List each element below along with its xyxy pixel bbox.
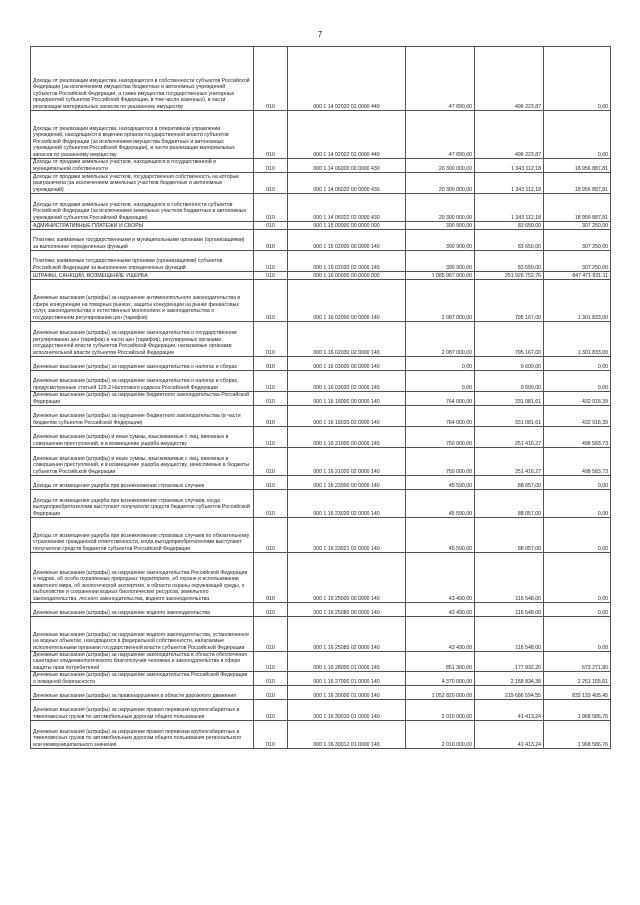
row-approved-cell: 43 490,00 [406, 617, 475, 652]
row-name-cell: Денежные взыскания (штрафы) за нарушение законодательства о государственном регулировании цен (тарифов) в части цен (тарифов), регулируемых органами государственной власти субъектов Российской Федерации, налагаемые органами исполнительной власти субъектов Российской Федерации [31, 322, 254, 357]
row-kbk-cell: 000 1 16 28000 01 0000 140 [288, 652, 406, 672]
row-kbk-cell: 000 1 14 02022 02 0000 440 [288, 111, 406, 159]
table-row [31, 406, 611, 427]
row-kbk-cell: 000 1 16 30010 01 0000 140 [288, 700, 406, 721]
row-name-cell: Денежные взыскания (штрафы) и иные суммы, взыскиваемые с лиц, виновных в совершении преступлений, и в возмещение ущерба имуществу [31, 427, 254, 448]
table-row [31, 603, 611, 617]
row-name-cell: Денежные взыскания (штрафы) за нарушение правил перевозки крупногабаритных и тяжеловесных грузов по автомобильным дорогам общего пользования [31, 700, 254, 721]
table-row [31, 427, 611, 448]
row-remainder-cell: 1 968 586,76 [544, 700, 611, 721]
row-remainder-cell: 0,00 [544, 47, 611, 111]
row-code-cell: 010 [254, 230, 288, 251]
row-executed-cell: 331 081,61 [475, 392, 544, 406]
row-code-cell: 010 [254, 280, 288, 322]
row-kbk-cell: 000 1 16 23020 02 0000 140 [288, 490, 406, 518]
row-executed-cell: 116 548,00 [475, 553, 544, 603]
row-remainder-cell: 0,00 [544, 476, 611, 490]
row-approved-cell: 851 300,00 [406, 652, 475, 672]
row-remainder-cell: 0,00 [544, 617, 611, 652]
row-code-cell: 010 [254, 448, 288, 476]
row-name-cell: Денежные взыскания (штрафы) за нарушение бюджетного законодательства Российской Федерации [31, 392, 254, 406]
row-kbk-cell: 000 1 15 02000 00 0000 140 [288, 230, 406, 251]
table-row [31, 222, 611, 230]
row-code-cell: 010 [254, 490, 288, 518]
row-approved-cell: 4 370 000,00 [406, 672, 475, 686]
table-row [31, 173, 611, 194]
row-code-cell: 010 [254, 47, 288, 111]
row-approved-cell: 390 900,00 [406, 222, 475, 230]
row-kbk-cell: 000 1 16 30012 01 0000 140 [288, 721, 406, 749]
row-remainder-cell: 0,00 [544, 490, 611, 518]
row-executed-cell: 177 832,20 [475, 652, 544, 672]
row-executed-cell: 88 057,00 [475, 518, 544, 553]
row-executed-cell: 251 926 752,76 [475, 272, 544, 280]
row-remainder-cell: 18 956 887,81 [544, 173, 611, 194]
row-kbk-cell: 000 1 16 21000 00 0000 140 [288, 427, 406, 448]
table-row [31, 617, 611, 652]
row-remainder-cell: 498 583,73 [544, 448, 611, 476]
row-approved-cell: 390 900,00 [406, 251, 475, 272]
row-approved-cell: 750 000,00 [406, 427, 475, 448]
row-remainder-cell: 307 250,00 [544, 222, 611, 230]
row-code-cell: 010 [254, 476, 288, 490]
row-code-cell: 010 [254, 173, 288, 194]
row-name-cell: Доходы от реализации имущества, находящегося в собственности субъектов Российской Федерации (за исключением имущества бюджетных и автономных учреждений субъектов Российской Федерации, а также имущества государственных унитарных предприятий субъектов Российской Федерации, в том числе казенных), в части реализации материальных запасов по указанному имуществу [31, 47, 254, 111]
row-code-cell: 010 [254, 672, 288, 686]
row-code-cell: 010 [254, 518, 288, 553]
row-code-cell: 010 [254, 371, 288, 392]
row-approved-cell: 45 590,00 [406, 490, 475, 518]
row-executed-cell: 9 600,00 [475, 357, 544, 371]
row-name-cell: ШТРАФЫ, САНКЦИИ, ВОЗМЕЩЕНИЕ УЩЕРБА [31, 272, 254, 280]
table-row [31, 371, 611, 392]
row-approved-cell: 43 490,00 [406, 553, 475, 603]
row-executed-cell: 2 158 834,38 [475, 672, 544, 686]
row-remainder-cell: 1 301 833,00 [544, 280, 611, 322]
row-remainder-cell: 307 250,00 [544, 251, 611, 272]
row-name-cell: Денежные взыскания (штрафы) за нарушение правил перевозки крупногабаритных и тяжеловесных грузов по автомобильным дорогам общего пользования регионального или межмуниципального значения [31, 721, 254, 749]
row-remainder-cell: 432 918,39 [544, 406, 611, 427]
row-kbk-cell: 000 1 16 02030 02 0000 140 [288, 322, 406, 357]
row-remainder-cell: 1 968 586,76 [544, 721, 611, 749]
row-name-cell: Доходы от возмещения ущерба при возникновении страховых случаев [31, 476, 254, 490]
row-kbk-cell: 000 1 15 02020 02 0000 140 [288, 251, 406, 272]
row-code-cell: 010 [254, 700, 288, 721]
revenue-table [30, 46, 611, 749]
row-remainder-cell: 0,00 [544, 357, 611, 371]
table-row [31, 322, 611, 357]
row-code-cell: 010 [254, 721, 288, 749]
row-name-cell: Доходы от возмещения ущерба при возникновении страховых случаев по обязательному страхованию гражданской ответственности, когда выгодоприобретателями выступают получатели средств бюджетов субъектов Российской Федерации [31, 518, 254, 553]
row-code-cell: 010 [254, 603, 288, 617]
row-approved-cell: 2 087 000,00 [406, 280, 475, 322]
row-code-cell: 010 [254, 111, 288, 159]
row-name-cell: Денежные взыскания (штрафы) за нарушение законодательства Российской Федерации о недрах, об особо охраняемых природных территориях, об охране и использовании животного мира, об экологической экспертизе, в области охраны окружающей среды, о рыболовстве и сохранении водных биологических ресурсов, земельного законодательства, лесного законодательства, водного законодательства [31, 553, 254, 603]
row-approved-cell: 0,00 [406, 357, 475, 371]
row-executed-cell: 116 548,00 [475, 603, 544, 617]
row-approved-cell: 47 890,00 [406, 47, 475, 111]
row-name-cell: Денежные взыскания (штрафы) за нарушение водного законодательства, установленное на водных объектах, находящихся в федеральной собственности, налагаемые исполнительными органами государственной власти субъектов Российской Федерации [31, 617, 254, 652]
row-kbk-cell: 000 1 16 23021 02 0000 140 [288, 518, 406, 553]
row-approved-cell: 20 300 000,00 [406, 159, 475, 173]
table-row [31, 448, 611, 476]
row-kbk-cell: 000 1 16 18000 00 0000 140 [288, 392, 406, 406]
table-row [31, 230, 611, 251]
row-executed-cell: 41 413,24 [475, 700, 544, 721]
row-code-cell: 010 [254, 159, 288, 173]
row-kbk-cell: 000 1 16 25085 02 0000 140 [288, 617, 406, 652]
row-code-cell: 010 [254, 686, 288, 700]
row-remainder-cell: 307 250,00 [544, 230, 611, 251]
row-name-cell: Доходы от возмещения ущерба при возникновении страховых случаев, когда выгодоприобретателями выступают получатели средств бюджетов субъектов Российской Федерации [31, 490, 254, 518]
row-executed-cell: 116 548,00 [475, 617, 544, 652]
row-approved-cell: 45 590,00 [406, 476, 475, 490]
table-row [31, 518, 611, 553]
revenue-table-body [31, 47, 611, 749]
row-executed-cell: 496 223,87 [475, 47, 544, 111]
row-code-cell: 010 [254, 272, 288, 280]
row-remainder-cell: 2 251 165,61 [544, 672, 611, 686]
row-name-cell: АДМИНИСТРАТИВНЫЕ ПЛАТЕЖИ И СБОРЫ [31, 222, 254, 230]
table-row [31, 721, 611, 749]
row-code-cell: 010 [254, 652, 288, 672]
row-executed-cell: 9 600,00 [475, 371, 544, 392]
row-name-cell: Денежные взыскания (штрафы) за правонарушения в области дорожного движения [31, 686, 254, 700]
row-remainder-cell: 498 583,73 [544, 427, 611, 448]
row-kbk-cell: 000 1 14 06020 00 0000 430 [288, 173, 406, 194]
row-kbk-cell: 000 1 16 18020 02 0000 140 [288, 406, 406, 427]
row-approved-cell: 764 000,00 [406, 392, 475, 406]
row-kbk-cell: 000 1 15 00000 00 0000 000 [288, 222, 406, 230]
table-row [31, 47, 611, 111]
table-row [31, 700, 611, 721]
row-approved-cell: 43 490,00 [406, 603, 475, 617]
row-code-cell: 010 [254, 553, 288, 603]
row-approved-cell: 390 900,00 [406, 230, 475, 251]
row-executed-cell: 219 686 594,55 [475, 686, 544, 700]
row-executed-cell: 496 223,87 [475, 111, 544, 159]
row-approved-cell: 45 590,00 [406, 518, 475, 553]
row-approved-cell: 47 890,00 [406, 111, 475, 159]
page-number: 7 [317, 30, 323, 39]
row-name-cell: Платежи, взимаемые государственными органами (организациями) субъектов Российской Федерации за выполнение определенных функций [31, 251, 254, 272]
row-code-cell: 010 [254, 617, 288, 652]
row-executed-cell: 1 343 112,18 [475, 173, 544, 194]
row-code-cell: 010 [254, 392, 288, 406]
table-row [31, 392, 611, 406]
row-name-cell: Денежные взыскания (штрафы) за нарушение водного законодательства [31, 603, 254, 617]
row-name-cell: Доходы от реализации имущества, находящегося в оперативном управлении учреждений, находящихся в ведении органов государственной власти субъектов Российской Федерации (за исключением имущества бюджетных и автономных учреждений субъектов Российской Федерации), в части реализации материальных запасов по указанному имуществу [31, 111, 254, 159]
row-code-cell: 010 [254, 406, 288, 427]
table-row [31, 672, 611, 686]
row-kbk-cell: 000 1 16 21020 02 0000 140 [288, 448, 406, 476]
row-name-cell: Доходы от продажи земельных участков, находящихся в государственной и муниципальной собственности [31, 159, 254, 173]
row-approved-cell: 1 052 820 000,00 [406, 686, 475, 700]
row-remainder-cell: 18 956 887,81 [544, 159, 611, 173]
row-executed-cell: 795 167,00 [475, 280, 544, 322]
row-code-cell: 010 [254, 194, 288, 222]
row-executed-cell: 88 057,00 [475, 476, 544, 490]
row-executed-cell: 251 416,27 [475, 427, 544, 448]
row-approved-cell: 2 010 000,00 [406, 700, 475, 721]
row-kbk-cell: 000 1 14 06022 02 0000 430 [288, 194, 406, 222]
row-executed-cell: 41 413,24 [475, 721, 544, 749]
row-approved-cell: 2 010 000,00 [406, 721, 475, 749]
row-name-cell: Платежи, взимаемые государственными и муниципальными органами (организациями) за выполнение определенных функций [31, 230, 254, 251]
row-kbk-cell: 000 1 14 06000 00 0000 430 [288, 159, 406, 173]
row-code-cell: 010 [254, 222, 288, 230]
row-code-cell: 010 [254, 322, 288, 357]
row-name-cell: Денежные взыскания (штрафы) за нарушение законодательства о налогах и сборах, предусмотренные статьей 129.2 Налогового кодекса Российской Федерации [31, 371, 254, 392]
row-approved-cell: 2 087 000,00 [406, 322, 475, 357]
row-kbk-cell: 000 1 16 25000 00 0000 140 [288, 553, 406, 603]
table-row [31, 652, 611, 672]
row-executed-cell: 1 343 112,18 [475, 194, 544, 222]
row-code-cell: 010 [254, 357, 288, 371]
row-name-cell: Денежные взыскания (штрафы) за нарушение законодательства Российской Федерации о пожарной безопасности [31, 672, 254, 686]
row-executed-cell: 83 650,00 [475, 251, 544, 272]
table-row [31, 280, 611, 322]
table-row [31, 272, 611, 280]
row-executed-cell: 251 416,27 [475, 448, 544, 476]
row-remainder-cell: 0,00 [544, 111, 611, 159]
table-row [31, 159, 611, 173]
row-executed-cell: 1 343 112,18 [475, 159, 544, 173]
row-remainder-cell: 673 271,80 [544, 652, 611, 672]
row-name-cell: Денежные взыскания (штрафы) и иные суммы, взыскиваемые с лиц, виновных в совершении преступлений, и в возмещение ущерба имуществу, зачисляемые в бюджеты субъектов Российской Федерации [31, 448, 254, 476]
row-kbk-cell: 000 1 16 00000 00 0000 000 [288, 272, 406, 280]
row-name-cell: Денежные взыскания (штрафы) за нарушение законодательства в области обеспечения санитарно-эпидемиологического благополучия человека и законодательства в сфере защиты прав потребителей [31, 652, 254, 672]
row-remainder-cell: 847 471 831,11 [544, 272, 611, 280]
row-executed-cell: 331 081,61 [475, 406, 544, 427]
row-executed-cell: 795 167,00 [475, 322, 544, 357]
row-kbk-cell: 000 1 16 30000 01 0000 140 [288, 686, 406, 700]
row-remainder-cell: 18 956 887,81 [544, 194, 611, 222]
row-remainder-cell: 0,00 [544, 518, 611, 553]
row-executed-cell: 88 057,00 [475, 490, 544, 518]
row-kbk-cell: 000 1 16 03020 02 0000 140 [288, 371, 406, 392]
row-remainder-cell: 1 301 833,00 [544, 322, 611, 357]
row-executed-cell: 83 650,00 [475, 230, 544, 251]
row-approved-cell: 1 085 967 000,00 [406, 272, 475, 280]
row-approved-cell: 750 000,00 [406, 448, 475, 476]
row-name-cell: Доходы от продажи земельных участков, государственная собственность на которые разграничена (за исключением земельных участков бюджетных и автономных учреждений) [31, 173, 254, 194]
row-remainder-cell: 0,00 [544, 553, 611, 603]
table-row [31, 686, 611, 700]
row-name-cell: Денежные взыскания (штрафы) за нарушение законодательства о налогах и сборах [31, 357, 254, 371]
row-remainder-cell: 833 133 405,45 [544, 686, 611, 700]
row-name-cell: Доходы от продажи земельных участков, находящихся в собственности субъектов Российской Федерации (за исключением земельных участков бюджетных и автономных учреждений субъектов Российской Федерации) [31, 194, 254, 222]
table-row [31, 251, 611, 272]
row-approved-cell: 764 000,00 [406, 406, 475, 427]
row-kbk-cell: 000 1 16 23000 00 0000 140 [288, 476, 406, 490]
row-remainder-cell: 0,00 [544, 603, 611, 617]
row-executed-cell: 83 650,00 [475, 222, 544, 230]
table-row [31, 357, 611, 371]
row-name-cell: Денежные взыскания (штрафы) за нарушение антимонопольного законодательства в сфере конкуренции на товарных рынках, защиты конкуренции на рынке финансовых услуг, законодательства о естественных монополиях и законодательства о государственном регулировании цен (тарифов) [31, 280, 254, 322]
table-row [31, 194, 611, 222]
row-kbk-cell: 000 1 14 02020 02 0000 440 [288, 47, 406, 111]
row-approved-cell: 0,00 [406, 371, 475, 392]
row-remainder-cell: 0,00 [544, 371, 611, 392]
row-kbk-cell: 000 1 16 27000 01 0000 140 [288, 672, 406, 686]
row-kbk-cell: 000 1 16 02000 00 0000 140 [288, 280, 406, 322]
row-kbk-cell: 000 1 16 25080 00 0000 140 [288, 603, 406, 617]
row-code-cell: 010 [254, 251, 288, 272]
row-remainder-cell: 432 918,39 [544, 392, 611, 406]
row-kbk-cell: 000 1 16 03000 00 0000 140 [288, 357, 406, 371]
table-row [31, 553, 611, 603]
row-code-cell: 010 [254, 427, 288, 448]
table-row [31, 111, 611, 159]
table-row [31, 476, 611, 490]
row-approved-cell: 20 300 000,00 [406, 194, 475, 222]
row-name-cell: Денежные взыскания (штрафы) за нарушение бюджетного законодательства (в части бюджетов субъектов Российской Федерации) [31, 406, 254, 427]
table-row [31, 490, 611, 518]
row-approved-cell: 20 300 000,00 [406, 173, 475, 194]
